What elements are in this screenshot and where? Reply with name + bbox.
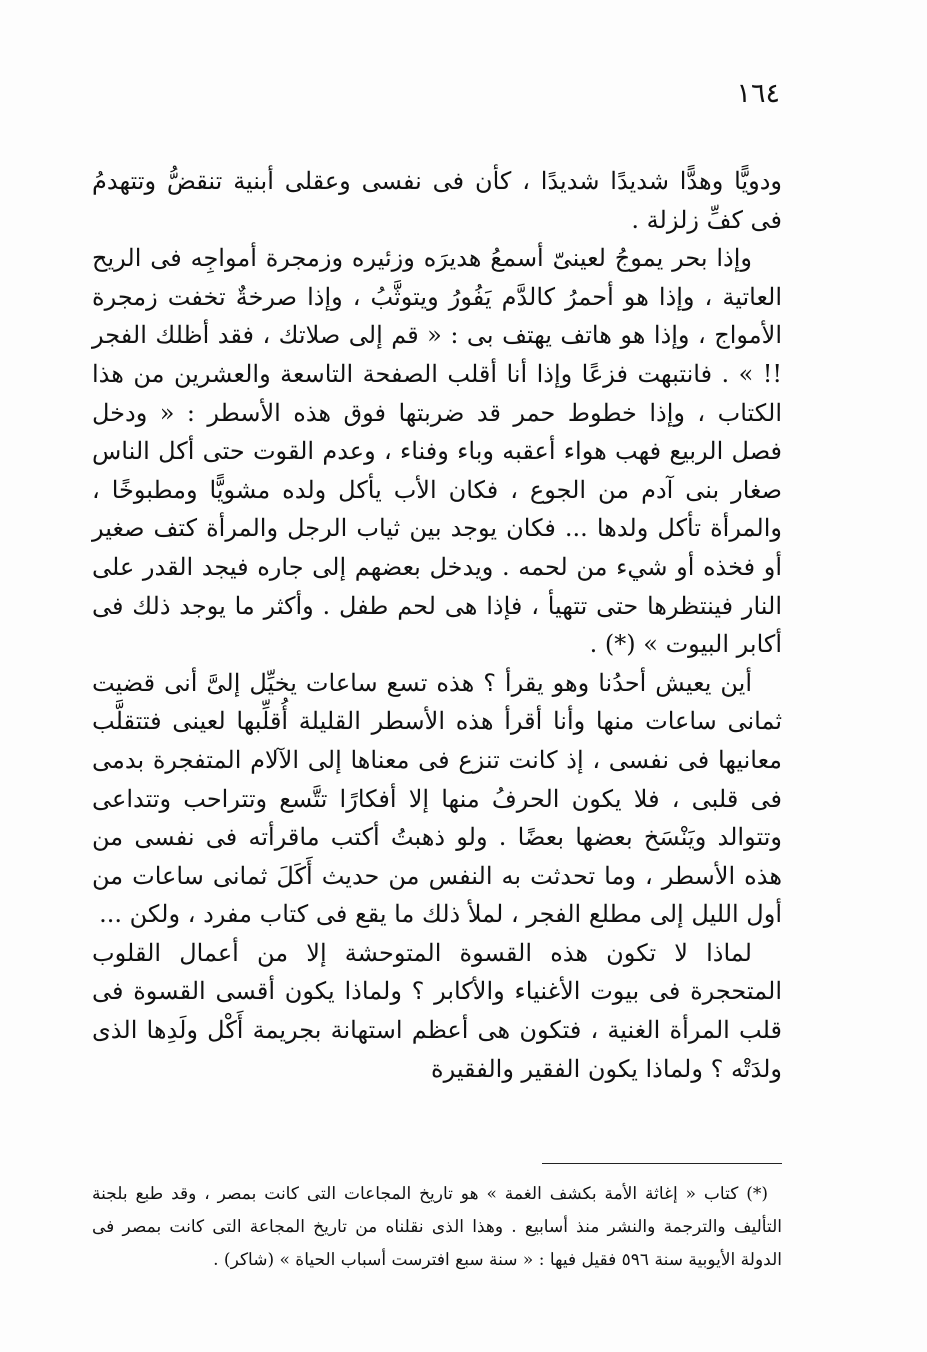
paragraph: ودويًّا وهدًّا شديدًا شديدًا ، كأن فى نفسى وعقلى أبنية تنقضُّ وتتهدمُ فى كفِّ زلزلة . bbox=[92, 167, 782, 234]
body-text bbox=[92, 162, 782, 1088]
paragraph: لماذا لا تكون هذه القسوة المتوحشة إلا من أعمال القلوب المتحجرة فى بيوت الأغنياء والأكابر ؟ ولماذا يكون أقسى القسوة فى قلب المرأة الغنية ، فتكون هى أعظم استهانة بجريمة أَكْل ولَدِها الذى ولدَتْه ؟ ولماذا يكون الفقير والفقيرة bbox=[92, 938, 782, 1083]
footnote: (*) كتاب « إغاثة الأمة بكشف الغمة » هو تاريخ المجاعات التى كانت بمصر ، وقد طبع بلجنة التأليف والترجمة والنشر منذ أسابيع . وهذا الذى نقلناه من تاريخ المجاعة التى كانت بمصر فى الدولة الأيوبية سنة ٥٩٦ فقيل فيها : « سنة سبع افترست أسباب الحياة » (شاكر) . bbox=[92, 1184, 782, 1270]
paragraph: وإذا بحر يموجُ لعينىّ أسمعُ هديرَه وزئيره وزمجرة أمواجِه فى الريح العاتية ، وإذا هو أحمرُ كالدَّم يَفُورُ ويتوثَّبُ ، وإذا صرخةٌ تخفت زمجرة الأمواج ، وإذا هو هاتف يهتف بى : « قم إلى صلاتك ، فقد أظلك الفجر !! » . فانتبهت فزعًا وإذا أنا أقلب الصفحة التاسعة والعشرين من هذا الكتاب ، وإذا خطوط حمر قد ضربتها فوق هذه الأسطر : « ودخل فصل الربيع فهب هواء أعقبه وباء وفناء ، وعدم القوت حتى أكل الناس صغار بنى آدم من الجوع ، فكان الأب يأكل ولده مشويًّا ومطبوخًا ، والمرأة تأكل ولدها ... فكان يوجد بين ثياب الرجل والمرأة كتف صغير أو فخذه أو شيء من لحمه . ويدخل بعضهم إلى جاره فيجد القدر على النار فينتظرها حتى تتهيأ ، فإذا هى لحم طفل . وأكثر ما يوجد ذلك فى أكابر البيوت » (*) . bbox=[92, 244, 782, 659]
paragraph: أين يعيش أحدُنا وهو يقرأ ؟ هذه تسع ساعات يخيِّل إلىَّ أنى قضيت ثمانى ساعات منها وأنا أقرأ هذه الأسطر القليلة أُقلِّبها لعينى فتتقلَّب معانيها فى نفسى ، إذ كانت تنزع فى معناها إلى الآلام المتفجرة بدمى فى قلبى ، فلا يكون الحرفُ منها إلا أفكارًا تتَّسع وتتراحب وتتداعى وتتوالد ويَنْسَخ بعضها بعضًا . ولو ذهبتُ أكتب ماقرأته فى نفسى من هذه الأسطر ، وما تحدثت به النفس من حديث أَكَلَ ثمانى ساعات من أول الليل إلى مطلع الفجر ، لملأ ذلك ما يقع فى كتاب مفرد ، ولكن ... bbox=[92, 668, 782, 929]
footnote-divider bbox=[542, 1163, 782, 1164]
page-number: ١٦٤ bbox=[736, 78, 780, 109]
